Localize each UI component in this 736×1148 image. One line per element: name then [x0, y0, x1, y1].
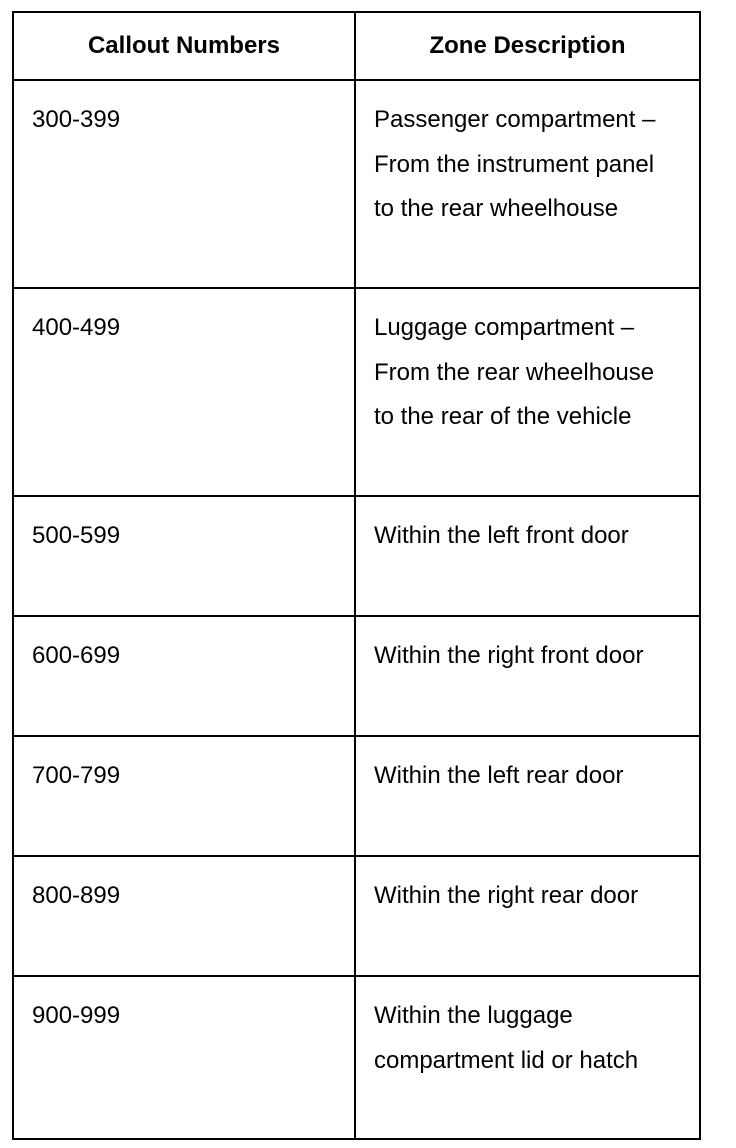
zone-description: Luggage compartment – From the rear wheelhouse to the rear of the vehicle [373, 314, 655, 430]
callout-range-cell [13, 80, 355, 288]
zone-description-cell [355, 616, 700, 736]
callout-range-cell [13, 616, 355, 736]
callout-range: 900-999 [32, 1002, 121, 1029]
table-row [13, 496, 700, 616]
zone-description-cell [355, 496, 700, 616]
table-row [13, 616, 700, 736]
zone-description-cell [355, 736, 700, 856]
callout-range-cell [13, 288, 355, 496]
callout-range: 400-499 [32, 314, 121, 341]
header-zone-description: Zone Description [355, 12, 700, 80]
table-row [13, 288, 700, 496]
callout-range: 300-399 [32, 106, 121, 133]
callout-range: 700-799 [32, 762, 121, 789]
zone-description-cell [355, 80, 700, 288]
zone-description: Within the luggage compartment lid or hatch [373, 1002, 639, 1074]
callout-range-cell [13, 736, 355, 856]
header-callout-numbers: Callout Numbers [13, 12, 355, 80]
table-row [13, 856, 700, 976]
zone-description: Within the right rear door [373, 882, 639, 909]
zone-description: Within the right front door [373, 642, 644, 669]
table-header-row [13, 12, 700, 80]
zone-description: Passenger compartment – From the instrument panel to the rear wheelhouse [373, 106, 656, 222]
table-row [13, 80, 700, 288]
zone-description-cell [355, 288, 700, 496]
zone-description: Within the left front door [373, 522, 629, 549]
callout-range-cell [13, 976, 355, 1139]
table-row [13, 976, 700, 1139]
callout-range-cell [13, 496, 355, 616]
table-row [13, 736, 700, 856]
zone-description-cell [355, 976, 700, 1139]
callout-range: 800-899 [32, 882, 121, 909]
callout-range: 600-699 [32, 642, 121, 669]
callout-range: 500-599 [32, 522, 121, 549]
callout-range-cell [13, 856, 355, 976]
zone-description: Within the left rear door [373, 762, 624, 789]
zone-callout-table [12, 11, 701, 1140]
zone-description-cell [355, 856, 700, 976]
